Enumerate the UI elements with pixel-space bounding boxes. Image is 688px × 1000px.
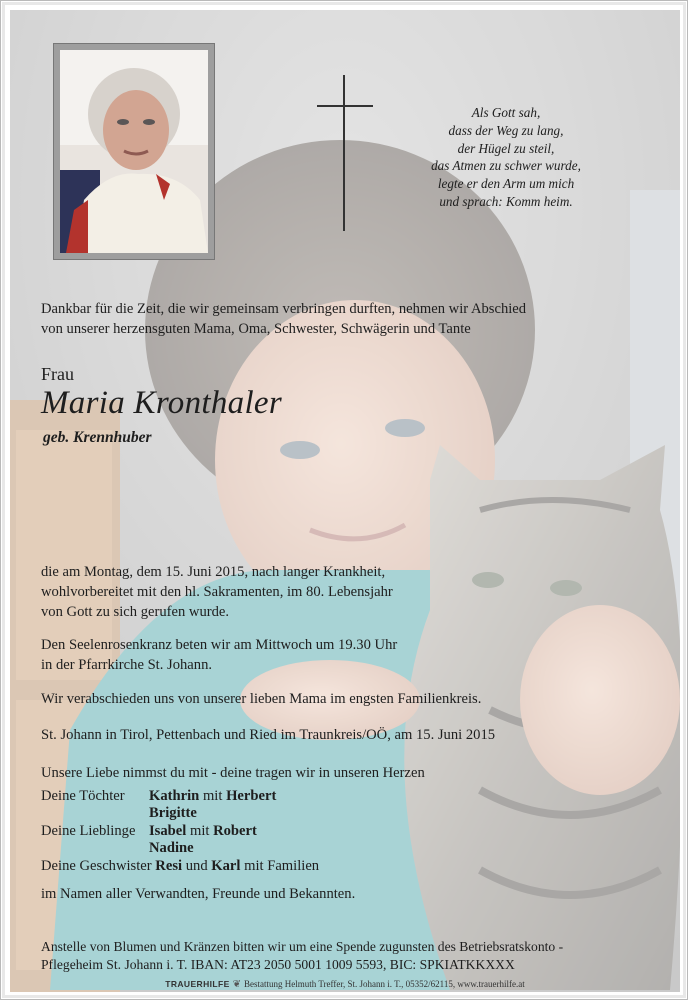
intro-line: Dankbar für die Zeit, die wir gemeinsam verbringen durften, nehmen wir Abschied <box>41 301 527 317</box>
place-and-date: St. Johann in Tirol, Pettenbach und Ried im Traunkreis/OÖ, am 15. Juni 2015 <box>41 727 496 743</box>
and-word: und <box>185 857 208 874</box>
portrait-photo <box>53 43 215 260</box>
poem-line: Als Gott sah, <box>471 105 541 120</box>
with-word: mit <box>202 788 223 804</box>
family-list <box>41 788 319 875</box>
family-row-favorites <box>41 823 319 840</box>
rosary-line: in der Pfarrkirche St. Johann. <box>41 657 213 673</box>
donation-line: Anstelle von Blumen und Kränzen bitten wir um eine Spende zugunsten des Betriebsratskonto - <box>41 939 564 954</box>
cross-icon <box>317 75 373 231</box>
daughters-label: Deine Töchter <box>41 788 125 804</box>
family-row-favorites-2 <box>41 840 319 857</box>
birth-name: geb. Krennhuber <box>43 429 152 446</box>
daughter-name: Kathrin <box>149 788 200 804</box>
leaf-icon: ❦ <box>232 979 242 990</box>
siblings-label: Deine Geschwister <box>41 857 152 874</box>
favorite-name: Nadine <box>149 840 194 857</box>
deceased-name: Maria Kronthaler <box>41 385 283 421</box>
footer <box>1 979 688 990</box>
poem-line: und sprach: Komm heim. <box>439 193 573 209</box>
death-notice-line: die am Montag, dem 15. Juni 2015, nach langer Krankheit, <box>41 564 386 580</box>
motto: Unsere Liebe nimmst du mit - deine tragen wir in unseren Herzen <box>41 765 425 781</box>
rosary-notice <box>41 635 397 675</box>
farewell-notice: Wir verabschieden uns von unserer lieben Mama im engsten Familienkreis. <box>41 691 482 707</box>
sibling-name: Karl <box>211 857 241 874</box>
footer-text: Bestattung Helmuth Treffer, St. Johann i. T., 05352/62115, www.trauerhilfe.at <box>244 979 525 989</box>
with-families: mit Familien <box>244 857 320 874</box>
donation-notice <box>41 938 563 974</box>
with-word: mit <box>189 822 210 839</box>
favorite-name: Isabel <box>149 822 187 839</box>
death-notice-line: von Gott zu sich gerufen wurde. <box>41 604 230 620</box>
partner-name: Herbert <box>226 788 277 804</box>
family-row-daughters-2 <box>41 805 319 822</box>
intro-text <box>41 299 526 339</box>
family-row-daughters <box>41 788 319 805</box>
closing-line: im Namen aller Verwandten, Freunde und Bekannten. <box>41 886 356 902</box>
partner-name: Robert <box>213 822 257 839</box>
sibling-name: Resi <box>155 857 183 874</box>
favorites-label: Deine Lieblinge <box>41 822 136 839</box>
death-notice <box>41 562 393 622</box>
poem <box>406 104 606 211</box>
intro-line: von unserer herzensguten Mama, Oma, Schwester, Schwägerin und Tante <box>41 321 471 337</box>
footer-brand: TRAUERHILFE <box>165 979 230 989</box>
salutation: Frau <box>41 364 74 384</box>
poem-line: dass der Weg zu lang, <box>448 122 564 138</box>
rosary-line: Den Seelenrosenkranz beten wir am Mittwoch um 19.30 Uhr <box>41 637 398 653</box>
death-notice-line: wohlvorbereitet mit den hl. Sakramenten, im 80. Lebensjahr <box>41 584 393 600</box>
donation-line: Pflegeheim St. Johann i. T. IBAN: AT23 2050 5001 1009 5593, BIC: SPKIATKKXXX <box>41 957 515 972</box>
poem-line: legte er den Arm um mich <box>437 176 575 192</box>
poem-line: der Hügel zu steil, <box>457 140 555 156</box>
family-row-siblings <box>41 858 319 875</box>
daughter-name: Brigitte <box>149 805 197 822</box>
poem-line: das Atmen zu schwer wurde, <box>431 158 581 174</box>
